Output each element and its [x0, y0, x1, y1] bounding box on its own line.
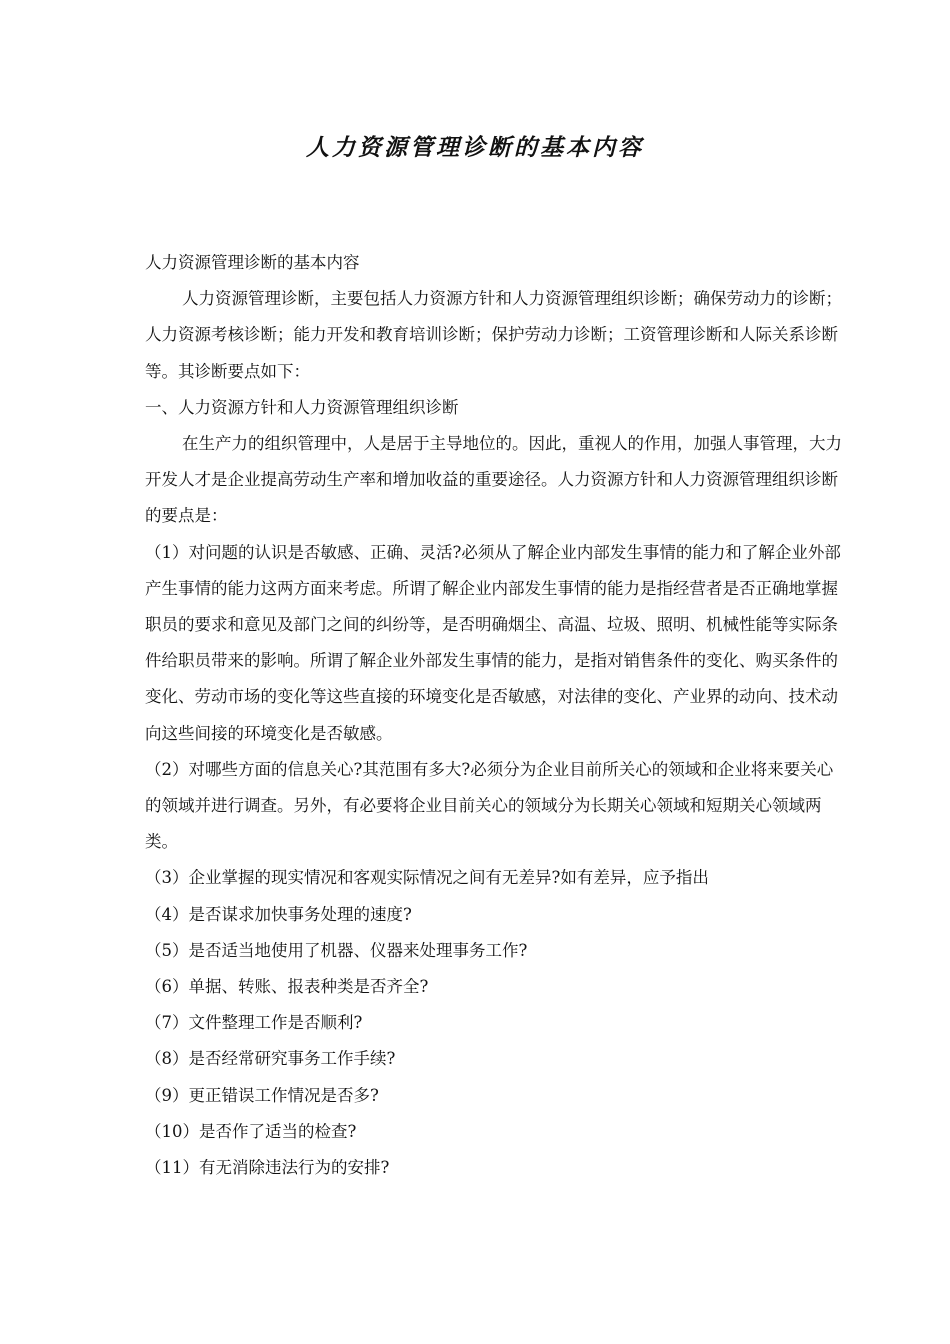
document-title: 人力资源管理诊断的基本内容 [306, 134, 644, 161]
list-item-1: （1）对问题的认识是否敏感、正确、灵活?必须从了解企业内部发生事情的能力和了解企业外部产生事情的能力这两方面来考虑。所谓了解企业内部发生事情的能力是指经营者是否正确地掌握职员的要求和意见及部门之间的纠纷等，是否明确烟尘、高温、垃圾、照明、机械性能等实际条件给职员带来的影响。所谓了解企业外部发生事情的能力，是指对销售条件的变化、购买条件的变化、劳动市场的变化等这些直接的环境变化是否敏感，对法律的变化、产业界的动向、技术动向这些间接的环境变化是否敏感。 [145, 542, 841, 743]
list-item-8: （8）是否经常研究事务工作手续? [145, 1049, 396, 1069]
document-body [145, 245, 845, 1186]
list-item-11: （11）有无消除违法行为的安排? [145, 1158, 390, 1178]
list-item-5: （5）是否适当地使用了机器、仪器来处理事务工作? [145, 940, 528, 960]
document-subtitle: 人力资源管理诊断的基本内容 [145, 253, 360, 272]
list-item-2: （2）对哪些方面的信息关心?其范围有多大?必须分为企业目前所关心的领域和企业将来要关心的领域并进行调查。另外，有必要将企业目前关心的领域分为长期关心领域和短期关心领域两类。 [145, 759, 834, 852]
list-item-3: （3）企业掌握的现实情况和客观实际情况之间有无差异?如有差异，应予指出 [145, 868, 709, 888]
list-item-10: （10）是否作了适当的检查? [145, 1121, 357, 1141]
list-item-6: （6）单据、转账、报表种类是否齐全? [145, 977, 429, 997]
intro-paragraph: 人力资源管理诊断，主要包括人力资源方针和人力资源管理组织诊断；确保劳动力的诊断；人力资源考核诊断；能力开发和教育培训诊断；保护劳动力诊断；工资管理诊断和人际关系诊断等。其诊断要点如下： [145, 289, 842, 381]
section-paragraph: 在生产力的组织管理中，人是居于主导地位的。因此，重视人的作用，加强人事管理，大力开发人才是企业提高劳动生产率和增加收益的重要途径。人力资源方针和人力资源管理组织诊断的要点是： [145, 434, 842, 526]
list-item-7: （7）文件整理工作是否顺利? [145, 1013, 363, 1033]
list-item-9: （9）更正错误工作情况是否多? [145, 1085, 379, 1105]
section-heading: 一、人力资源方针和人力资源管理组织诊断 [145, 397, 459, 417]
list-item-4: （4）是否谋求加快事务处理的速度? [145, 904, 412, 924]
